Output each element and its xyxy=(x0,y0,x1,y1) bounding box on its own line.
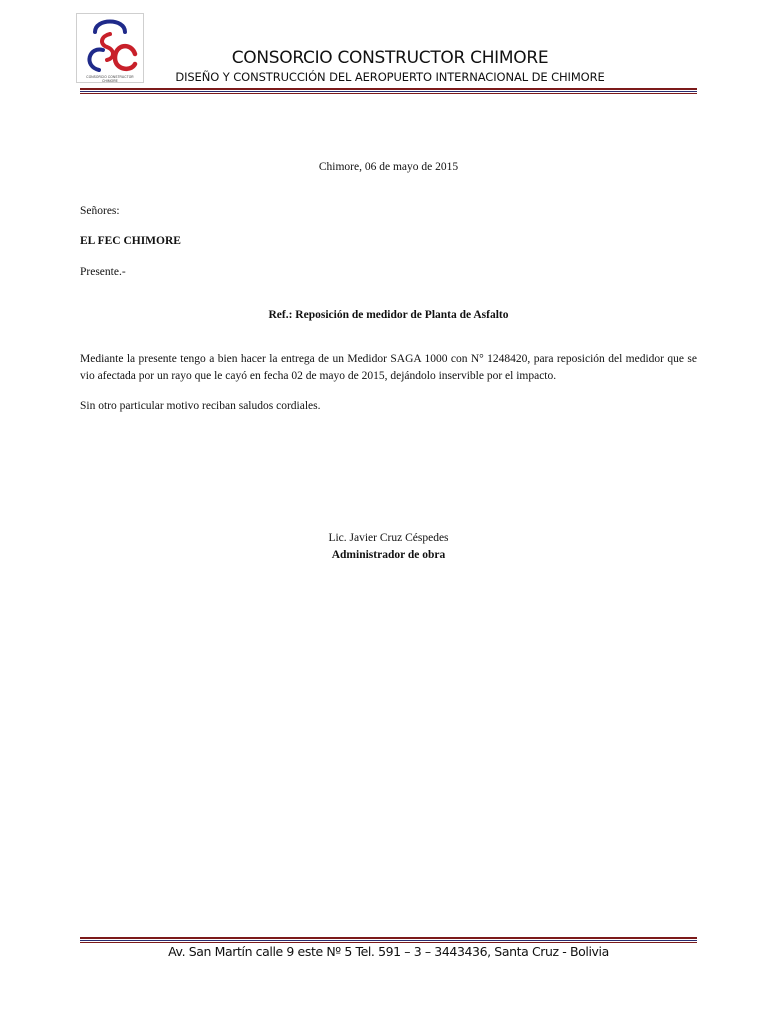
logo-caption: CONSORCIO CONSTRUCTOR CHIMORE xyxy=(86,75,134,83)
company-name: CONSORCIO CONSTRUCTOR CHIMORE xyxy=(231,48,549,68)
closing-paragraph: Sin otro particular motivo reciban saludos cordiales. xyxy=(80,400,321,412)
ccc-logo-icon xyxy=(77,14,143,76)
footer-address: Av. San Martín calle 9 este Nº 5 Tel. 591 – 3 – 3443436, Santa Cruz - Bolivia xyxy=(168,944,609,959)
company-logo xyxy=(76,13,144,83)
salutation: Señores: xyxy=(80,205,120,217)
signer-title: Administrador de obra xyxy=(331,549,446,561)
reference-line: Ref.: Reposición de medidor de Planta de Asfalto xyxy=(268,309,509,321)
header-divider xyxy=(80,88,697,94)
project-name: DISEÑO Y CONSTRUCCIÓN DEL AEROPUERTO INTERNACIONAL DE CHIMORE xyxy=(175,70,605,84)
signer-name: Lic. Javier Cruz Céspedes xyxy=(328,532,449,544)
body-paragraph: Mediante la presente tengo a bien hacer la entrega de un Medidor SAGA 1000 con N° 1248420, para reposición del medidor que se vio afectada por un rayo que le cayó en fecha 02 de mayo de 2015, dejándolo inservible por el impacto. xyxy=(80,353,697,382)
recipient: EL FEC CHIMORE xyxy=(80,235,181,247)
date-line: Chimore, 06 de mayo de 2015 xyxy=(318,161,459,173)
presente-line: Presente.- xyxy=(80,266,126,278)
